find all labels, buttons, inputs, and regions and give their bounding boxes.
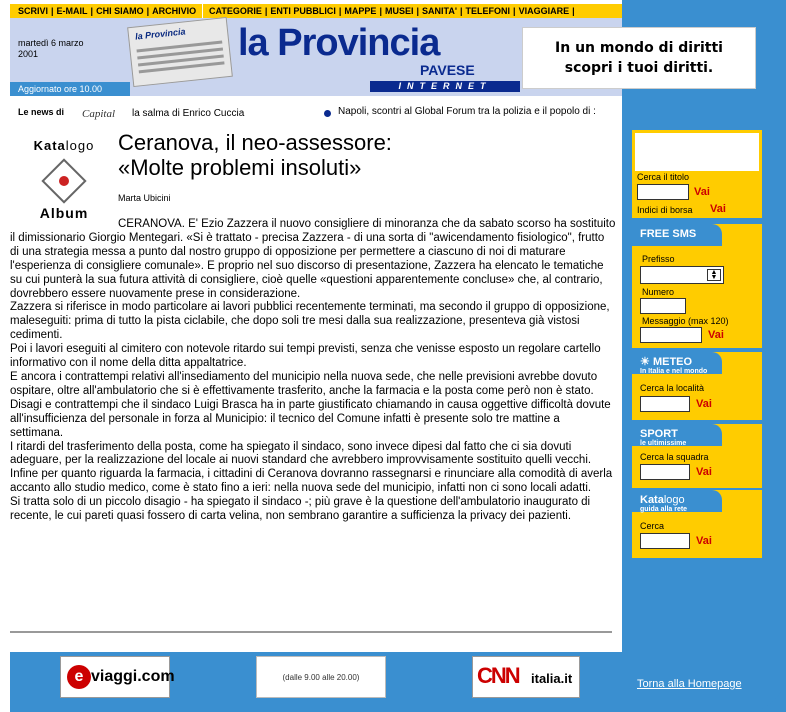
newspaper-image: [127, 17, 233, 87]
sun-icon: ☀: [640, 356, 650, 368]
web-search-input[interactable]: [640, 533, 690, 549]
article-paragraph: E ancora i contrattempi relativi all'insediamento del municipio nella nuova sede, che nelle previsioni avrebbe dovuto ospitare, oltre all'ambulatorio che si è effettivamente trasferito, anche la farmacia e la posta come però non è stato.: [10, 370, 598, 397]
top-nav: [10, 4, 622, 18]
prefix-label: Prefisso: [642, 254, 675, 264]
katalogo-widget: [632, 490, 762, 558]
number-label: Numero: [642, 287, 675, 297]
weather-widget: [632, 352, 762, 420]
sport-title: SPORT: [640, 428, 678, 440]
sms-header: FREE SMS: [632, 224, 722, 246]
message-input[interactable]: [640, 327, 702, 343]
message-label: Messaggio (max 120): [642, 316, 729, 326]
nav-telefoni[interactable]: TELEFONI: [465, 6, 511, 16]
article-paragraph: I ritardi del trasferimento della posta, come ha spiegato il sindaco, sono invece dipesi dal fatto che ci sia dovuti adeguare, per la realizzazione del locale ai nuovi standard che avrebbero improvvisamente sostituito quelli vecchi.: [10, 440, 592, 467]
title-line-2: «Molte problemi insoluti»: [118, 155, 362, 180]
site-logo[interactable]: la Provincia: [238, 22, 440, 64]
weather-search-label: Cerca la località: [640, 383, 705, 393]
article-paragraph: Si tratta solo di un piccolo disagio - ha spiegato il sindaco -; più grave è la questione dell'ambulatorio inaugurato di recente, le cui pareti quasi fossero di carta velina, non sembrano garantire a sufficienza la privacy dei pazienti.: [10, 496, 591, 523]
article-title: [118, 130, 618, 180]
title-line-1: Ceranova, il neo-assessore:: [118, 130, 392, 155]
date: [18, 38, 84, 60]
number-input[interactable]: [640, 298, 686, 314]
sms-send-button[interactable]: Vai: [708, 329, 724, 341]
nav-categorie[interactable]: CATEGORIE: [209, 6, 262, 16]
select-arrows-icon: ▲ ▼: [707, 269, 721, 281]
ticker-item[interactable]: la salma di Enrico Cuccia: [132, 108, 245, 119]
nav-chi-siamo[interactable]: CHI SIAMO: [96, 6, 144, 16]
ad-line-1: In un mondo di diritti: [555, 40, 723, 56]
stock-search-button[interactable]: Vai: [694, 186, 710, 198]
stock-index-button[interactable]: Vai: [710, 203, 726, 215]
top-nav-right: CATEGORIE | ENTI PUBBLICI | MAPPE | MUSEI | SANITA' | TELEFONI | VIAGGIARE |: [202, 4, 622, 18]
diamond-icon: [41, 158, 86, 203]
eviaggi-banner[interactable]: [60, 656, 175, 698]
cnn-italia-text: italia.it: [531, 671, 573, 686]
nav-sanita[interactable]: SANITA': [422, 6, 457, 16]
homepage-link[interactable]: Torna alla Homepage: [637, 678, 742, 690]
nav-enti-pubblici[interactable]: ENTI PUBBLICI: [270, 6, 336, 16]
article-paragraph: Disagi e contrattempi che il sindaco Luigi Brasca ha in parte giustificato chiamando in causa oggettive difficoltà dovute all'insufficienza del personale in forza al Municipio: il tecnico del Comune infatti è presente solo tre mattine a settimana.: [10, 398, 611, 439]
article-paragraph: Zazzera si riferisce in modo particolare ai lavori pubblici recentemente terminati, ma secondo il gruppo di opposizione, maleseguiti: prima di tutto la pista ciclabile, che dopo soli tre mesi dalla sua realizzazione, presenteva già vistosi cedimenti.: [10, 301, 610, 342]
stock-search-input[interactable]: [637, 184, 689, 200]
divider: [10, 631, 612, 633]
team-search-button[interactable]: Vai: [696, 466, 712, 478]
year-line: 2001: [18, 49, 39, 59]
article-author: Marta Ubicini: [118, 193, 171, 203]
hours-banner[interactable]: (dalle 9.00 alle 20.00): [256, 656, 386, 698]
article-paragraph: Poi i lavori eseguiti al cimitero con notevole ritardo sui tempi previsti, senza che venisse esposto un regolare cartello informativo con il nome della ditta appaltatrice.: [10, 343, 601, 370]
ticker-item[interactable]: Napoli, scontri al Global Forum tra la polizia e il popolo di :: [338, 106, 596, 117]
nav-scrivi[interactable]: SCRIVI: [18, 6, 49, 16]
date-line: martedì 6 marzo: [18, 38, 84, 48]
katalogo-text: Katalogo: [33, 138, 95, 153]
sport-subtitle: le ultimissime: [640, 440, 687, 447]
article-paragraph: CERANOVA. E' Ezio Zazzera il nuovo consigliere di minoranza che da sabato scorso ha sostituito il dimissionario Giorgio Mentegari. «Si è trattato - precisa Zazzera - di una sorta di "awicendamento fisiologico", frutto di una strategia messa a punto dal nostro gruppo di opposizione per permettere a ciascuno di noi di maturare l'esperienza di consigliere comunale». E proprio nel suo discorso di presentazione, Zazzera ha elencato le tematiche su cui punterà la sua futura attività di consigliere, cioè quelle «questioni apparentemente concluse» che, al contrario, dovrebbero essere nuovamente prese in considerazione.: [10, 218, 616, 300]
nav-email[interactable]: E-MAIL: [56, 6, 88, 16]
ad-banner[interactable]: [522, 27, 756, 89]
ad-line-2: scopri i tuoi diritti.: [564, 60, 714, 76]
katalogo-header: [632, 490, 722, 512]
article-paragraph: Infine per quanto riguarda la farmacia, i cittadini di Ceranova dovranno rassegnarsi e rinunciare alla comodità di averla accanto allo studio medico, come è stato fino a ieri: nella nuova sede del municipio, infatti non ci sono locali adatti.: [10, 468, 613, 495]
team-search-input[interactable]: [640, 464, 690, 480]
katalogo-subtitle: guida alla rete: [640, 506, 688, 513]
newspaper-title: la Provincia: [134, 26, 186, 42]
cnn-italia-banner[interactable]: [472, 656, 580, 698]
weather-search-input[interactable]: [640, 396, 690, 412]
nav-mappe[interactable]: MAPPE: [344, 6, 377, 16]
ticker-label: Le news di: [18, 107, 65, 117]
team-search-label: Cerca la squadra: [640, 452, 709, 462]
prefix-select[interactable]: [640, 266, 724, 284]
weather-subtitle: In Italia e nel mondo: [640, 368, 708, 375]
weather-search-button[interactable]: Vai: [696, 398, 712, 410]
weather-title: METEO: [652, 356, 693, 368]
katalogo-title: Katalogo: [640, 494, 685, 506]
nav-viaggiare[interactable]: VIAGGIARE: [518, 6, 570, 16]
stock-index-label[interactable]: Indici di borsa: [637, 205, 693, 215]
sport-header: [632, 424, 722, 446]
stock-widget: [632, 130, 762, 218]
eviaggi-e-icon: e: [67, 665, 91, 689]
nav-archivio[interactable]: ARCHIVIO: [152, 6, 197, 16]
bullet-icon: [324, 110, 331, 117]
weather-header: [632, 352, 722, 374]
article-body: [10, 218, 616, 524]
top-nav-left: SCRIVI | E-MAIL | CHI SIAMO | ARCHIVIO: [18, 6, 197, 16]
cnn-logo: CNN: [477, 663, 519, 688]
nav-musei[interactable]: MUSEI: [384, 6, 414, 16]
stock-search-label: Cerca il titolo: [637, 172, 690, 182]
sms-widget: [632, 224, 762, 348]
internet-bar: INTERNET: [370, 81, 520, 92]
web-search-button[interactable]: Vai: [696, 535, 712, 547]
album-text: Album: [39, 205, 89, 221]
web-search-label: Cerca: [640, 521, 665, 531]
news-ticker: [10, 100, 615, 124]
capital-logo: Capital: [82, 108, 116, 120]
sport-widget: [632, 424, 762, 488]
eviaggi-text: viaggi.com: [91, 668, 175, 685]
katalogo-album-logo[interactable]: [20, 138, 108, 221]
stock-logo-area: [635, 133, 759, 171]
site-logo-sub: PAVESE: [420, 62, 475, 78]
updated-time: Aggiornato ore 10.00: [10, 82, 130, 96]
